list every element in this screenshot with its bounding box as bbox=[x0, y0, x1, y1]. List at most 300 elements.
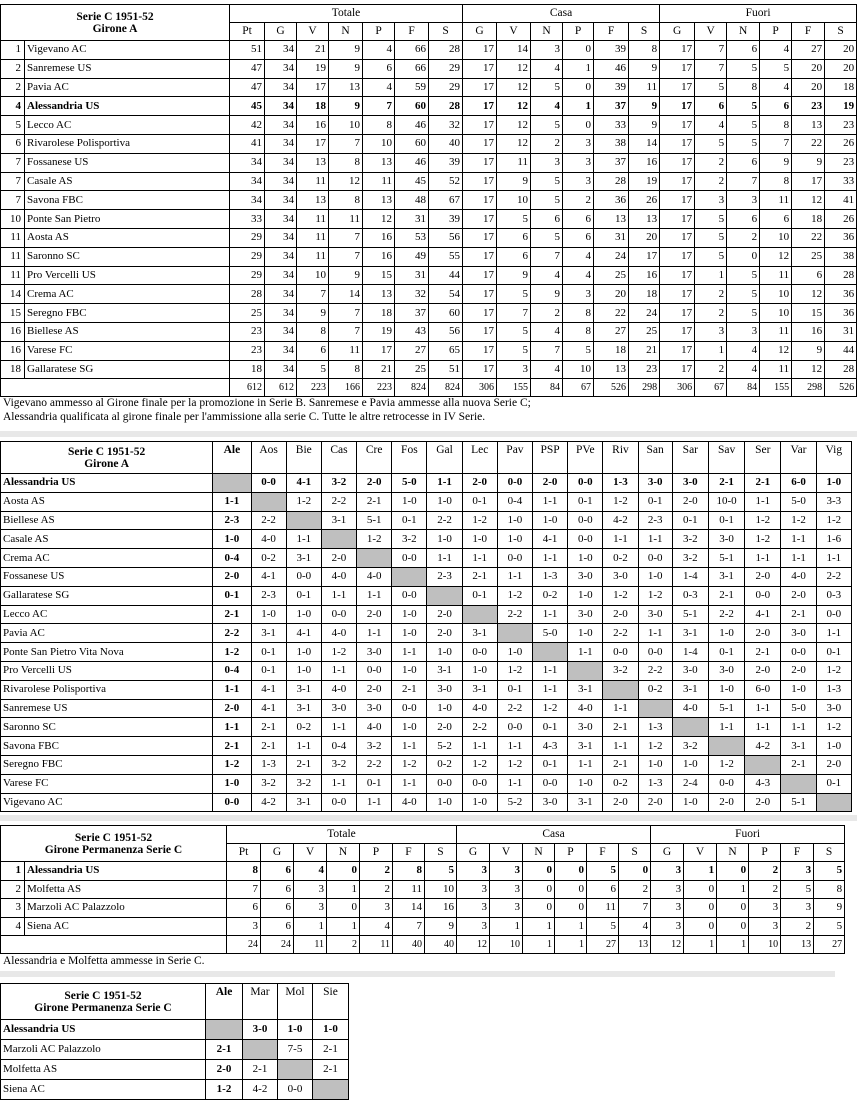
stat-cell: 4 bbox=[727, 341, 760, 360]
stat-cell: 3 bbox=[490, 880, 523, 899]
stat-cell: 3 bbox=[749, 917, 781, 936]
result-cell: 1-0 bbox=[568, 549, 603, 568]
stat-cell: 34 bbox=[265, 228, 297, 247]
table-row bbox=[1, 116, 857, 135]
result-cell: 3-0 bbox=[708, 661, 744, 680]
position-cell: 14 bbox=[1, 285, 25, 304]
stat-cell: 3 bbox=[651, 862, 684, 881]
result-cell bbox=[568, 661, 603, 680]
result-cell: 1-1 bbox=[708, 718, 744, 737]
stat-cell: 4 bbox=[695, 116, 727, 135]
column-header: P bbox=[760, 23, 792, 41]
team-name-cell: Pro Vercelli US bbox=[1, 661, 213, 680]
column-header: S bbox=[825, 23, 857, 41]
result-cell: 1-2 bbox=[357, 530, 392, 549]
column-header: S bbox=[814, 844, 845, 862]
stat-cell: 9 bbox=[792, 153, 825, 172]
stat-cell: 34 bbox=[265, 41, 297, 60]
standings-title bbox=[1, 5, 230, 41]
position-cell: 11 bbox=[1, 228, 25, 247]
stat-cell: 24 bbox=[594, 247, 629, 266]
result-cell: 2-0 bbox=[708, 793, 744, 812]
result-cell bbox=[286, 511, 321, 530]
stat-cell: 6 bbox=[563, 210, 594, 229]
result-cell bbox=[278, 1060, 313, 1080]
result-cell: 1-0 bbox=[816, 474, 851, 493]
total-cell: 12 bbox=[457, 936, 490, 954]
stat-cell: 17 bbox=[660, 266, 695, 285]
stat-cell: 46 bbox=[395, 153, 429, 172]
result-cell: 3-1 bbox=[672, 624, 708, 643]
stat-cell: 54 bbox=[429, 285, 463, 304]
stat-cell: 3 bbox=[563, 285, 594, 304]
result-cell: 4-1 bbox=[251, 680, 286, 699]
total-cell: 84 bbox=[531, 379, 563, 397]
result-cell: 1-1 bbox=[497, 567, 532, 586]
stat-cell: 56 bbox=[429, 228, 463, 247]
stat-cell: 1 bbox=[717, 880, 749, 899]
result-cell: 3-0 bbox=[533, 793, 568, 812]
result-cell: 1-0 bbox=[568, 586, 603, 605]
stat-cell: 34 bbox=[265, 134, 297, 153]
stat-cell: 29 bbox=[429, 59, 463, 78]
stat-cell: 8 bbox=[227, 862, 261, 881]
stat-cell: 0 bbox=[563, 116, 594, 135]
result-cell: 3-2 bbox=[321, 474, 356, 493]
team-name-cell: Gallaratese SG bbox=[25, 360, 230, 379]
table-row bbox=[1, 78, 857, 97]
stat-cell: 17 bbox=[660, 153, 695, 172]
stat-cell: 5 bbox=[814, 917, 845, 936]
result-cell bbox=[321, 530, 356, 549]
stat-cell: 25 bbox=[792, 247, 825, 266]
team-name-cell: Varese FC bbox=[1, 774, 213, 793]
result-cell: 2-0 bbox=[213, 699, 251, 718]
stat-cell: 66 bbox=[395, 59, 429, 78]
stat-cell: 8 bbox=[760, 172, 792, 191]
result-cell: 2-1 bbox=[286, 755, 321, 774]
result-cell: 1-0 bbox=[568, 624, 603, 643]
stat-cell: 2 bbox=[360, 880, 393, 899]
result-cell: 0-1 bbox=[816, 643, 851, 662]
table-row bbox=[1, 643, 852, 662]
stat-cell: 7 bbox=[760, 134, 792, 153]
stat-cell: 24 bbox=[629, 304, 660, 323]
stat-cell: 0 bbox=[619, 862, 651, 881]
result-cell: 1-2 bbox=[462, 755, 497, 774]
column-header: G bbox=[261, 844, 294, 862]
result-cell bbox=[357, 549, 392, 568]
stat-cell: 43 bbox=[395, 322, 429, 341]
result-cell: 0-1 bbox=[568, 492, 603, 511]
column-header: V bbox=[684, 844, 717, 862]
stat-cell: 9 bbox=[629, 59, 660, 78]
result-cell: 2-0 bbox=[462, 474, 497, 493]
stat-cell: 0 bbox=[555, 862, 587, 881]
stat-cell: 0 bbox=[684, 899, 717, 918]
result-cell: 4-0 bbox=[781, 567, 816, 586]
result-cell: 4-0 bbox=[321, 680, 356, 699]
stat-cell: 10 bbox=[760, 228, 792, 247]
result-cell bbox=[497, 624, 532, 643]
result-cell: 1-1 bbox=[745, 549, 781, 568]
result-cell: 0-0 bbox=[816, 605, 851, 624]
stat-cell: 2 bbox=[695, 360, 727, 379]
stat-cell: 13 bbox=[363, 191, 395, 210]
result-cell: 1-0 bbox=[638, 567, 672, 586]
table-row bbox=[1, 172, 857, 191]
standings-subtitle: Girone A bbox=[92, 22, 138, 35]
stat-cell: 28 bbox=[429, 41, 463, 60]
stat-cell: 34 bbox=[265, 191, 297, 210]
result-cell: 1-2 bbox=[745, 530, 781, 549]
result-cell: 0-2 bbox=[286, 718, 321, 737]
stat-cell: 20 bbox=[792, 78, 825, 97]
total-cell: 1 bbox=[717, 936, 749, 954]
position-cell: 11 bbox=[1, 247, 25, 266]
stat-cell: 5 bbox=[695, 210, 727, 229]
result-cell: 2-1 bbox=[745, 643, 781, 662]
result-cell: 1-0 bbox=[213, 774, 251, 793]
opponent-header: Bie bbox=[286, 442, 321, 474]
stat-cell: 11 bbox=[760, 360, 792, 379]
total-cell: 13 bbox=[619, 936, 651, 954]
stat-cell: 13 bbox=[297, 191, 329, 210]
position-cell: 6 bbox=[1, 134, 25, 153]
team-name-cell: Biellese AS bbox=[1, 511, 213, 530]
column-header: S bbox=[425, 844, 457, 862]
team-name-cell: Molfetta AS bbox=[1, 1060, 206, 1080]
stat-cell: 2 bbox=[360, 862, 393, 881]
result-cell: 0-1 bbox=[213, 586, 251, 605]
stat-cell: 10 bbox=[563, 360, 594, 379]
stat-cell: 10 bbox=[329, 116, 363, 135]
team-name-cell: Lecco AC bbox=[25, 116, 230, 135]
result-cell: 5-1 bbox=[781, 793, 816, 812]
table-row bbox=[1, 41, 857, 60]
total-cell: 306 bbox=[660, 379, 695, 397]
result-cell: 0-0 bbox=[213, 793, 251, 812]
stat-cell: 3 bbox=[651, 899, 684, 918]
stat-cell: 3 bbox=[490, 899, 523, 918]
total-cell: 10 bbox=[749, 936, 781, 954]
stat-cell: 3 bbox=[651, 880, 684, 899]
stat-cell: 17 bbox=[463, 134, 497, 153]
result-cell: 0-0 bbox=[533, 774, 568, 793]
result-cell: 1-2 bbox=[816, 511, 851, 530]
opponent-header: San bbox=[638, 442, 672, 474]
result-cell: 0-0 bbox=[392, 699, 427, 718]
stat-cell: 23 bbox=[230, 322, 265, 341]
result-cell: 1-1 bbox=[286, 530, 321, 549]
stat-cell: 17 bbox=[463, 78, 497, 97]
result-cell: 6-0 bbox=[745, 680, 781, 699]
stat-cell: 36 bbox=[594, 191, 629, 210]
result-cell: 2-3 bbox=[638, 511, 672, 530]
stat-cell: 7 bbox=[329, 134, 363, 153]
stat-cell: 8 bbox=[760, 116, 792, 135]
stat-cell: 6 bbox=[727, 41, 760, 60]
team-name-cell: Vigevano AC bbox=[1, 793, 213, 812]
result-cell: 1-2 bbox=[816, 661, 851, 680]
stat-cell: 20 bbox=[825, 41, 857, 60]
stat-cell: 29 bbox=[429, 78, 463, 97]
result-cell: 3-2 bbox=[357, 737, 392, 756]
stat-cell: 8 bbox=[814, 880, 845, 899]
result-cell: 5-2 bbox=[427, 737, 462, 756]
stat-cell: 10 bbox=[297, 266, 329, 285]
stat-cell: 17 bbox=[463, 322, 497, 341]
column-header: N bbox=[523, 844, 555, 862]
result-cell: 1-1 bbox=[392, 774, 427, 793]
stat-cell: 1 bbox=[523, 917, 555, 936]
table-row bbox=[1, 210, 857, 229]
stat-cell: 17 bbox=[463, 41, 497, 60]
result-cell: 0-0 bbox=[321, 605, 356, 624]
result-cell: 0-1 bbox=[462, 586, 497, 605]
result-cell: 4-3 bbox=[533, 737, 568, 756]
result-cell: 1-1 bbox=[638, 530, 672, 549]
totals-label-cell bbox=[1, 379, 230, 397]
result-cell: 2-1 bbox=[206, 1040, 243, 1060]
stat-cell: 11 bbox=[297, 247, 329, 266]
total-cell: 67 bbox=[563, 379, 594, 397]
stat-cell: 3 bbox=[497, 360, 531, 379]
stat-cell: 14 bbox=[329, 285, 363, 304]
total-cell: 40 bbox=[393, 936, 425, 954]
opponent-header: Pav bbox=[497, 442, 532, 474]
position-cell: 5 bbox=[1, 116, 25, 135]
stat-cell: 5 bbox=[760, 59, 792, 78]
result-cell: 0-1 bbox=[672, 511, 708, 530]
table-row bbox=[1, 1080, 349, 1100]
position-cell: 7 bbox=[1, 172, 25, 191]
result-cell: 5-0 bbox=[533, 624, 568, 643]
stat-cell: 7 bbox=[329, 322, 363, 341]
stat-cell: 19 bbox=[629, 172, 660, 191]
result-cell bbox=[392, 567, 427, 586]
stat-cell: 0 bbox=[555, 899, 587, 918]
result-cell: 0-4 bbox=[213, 549, 251, 568]
team-name-cell: Savona FBC bbox=[1, 737, 213, 756]
result-cell: 1-2 bbox=[533, 699, 568, 718]
result-cell: 1-0 bbox=[427, 643, 462, 662]
result-cell: 3-1 bbox=[286, 680, 321, 699]
result-cell: 2-1 bbox=[708, 586, 744, 605]
result-cell: 3-0 bbox=[781, 624, 816, 643]
result-cell: 1-0 bbox=[392, 605, 427, 624]
result-cell: 2-3 bbox=[251, 586, 286, 605]
stat-cell: 34 bbox=[230, 191, 265, 210]
result-cell: 1-3 bbox=[603, 474, 638, 493]
stat-cell: 6 bbox=[727, 153, 760, 172]
total-cell: 1 bbox=[684, 936, 717, 954]
result-cell: 1-1 bbox=[286, 737, 321, 756]
stat-cell: 6 bbox=[531, 210, 563, 229]
team-name-cell: Seregno FBC bbox=[25, 304, 230, 323]
result-cell: 2-2 bbox=[816, 567, 851, 586]
total-cell: 824 bbox=[395, 379, 429, 397]
stat-cell: 0 bbox=[523, 880, 555, 899]
team-name-cell: Alessandria US bbox=[25, 862, 227, 881]
stat-cell: 23 bbox=[629, 360, 660, 379]
result-cell: 4-2 bbox=[745, 737, 781, 756]
stat-cell: 23 bbox=[825, 116, 857, 135]
result-cell: 1-1 bbox=[568, 643, 603, 662]
result-cell: 1-1 bbox=[533, 680, 568, 699]
position-cell: 15 bbox=[1, 304, 25, 323]
stat-cell: 34 bbox=[265, 266, 297, 285]
position-cell: 16 bbox=[1, 322, 25, 341]
stat-cell: 7 bbox=[329, 304, 363, 323]
column-header: V bbox=[294, 844, 327, 862]
stat-cell: 5 bbox=[727, 97, 760, 116]
table-row bbox=[1, 680, 852, 699]
total-cell: 166 bbox=[329, 379, 363, 397]
stat-cell: 15 bbox=[363, 266, 395, 285]
stat-cell: 18 bbox=[363, 304, 395, 323]
position-cell: 7 bbox=[1, 191, 25, 210]
column-header: P bbox=[363, 23, 395, 41]
column-header: F bbox=[587, 844, 619, 862]
column-header: G bbox=[651, 844, 684, 862]
stat-cell: 7 bbox=[695, 59, 727, 78]
stat-cell: 2 bbox=[727, 228, 760, 247]
stat-cell: 5 bbox=[531, 172, 563, 191]
stat-cell: 3 bbox=[360, 899, 393, 918]
table-row bbox=[1, 304, 857, 323]
stat-cell: 22 bbox=[792, 134, 825, 153]
stat-cell: 17 bbox=[463, 247, 497, 266]
result-cell: 1-0 bbox=[568, 774, 603, 793]
result-cell: 1-0 bbox=[497, 530, 532, 549]
total-cell: 2 bbox=[327, 936, 360, 954]
stat-cell: 20 bbox=[825, 59, 857, 78]
result-cell: 1-0 bbox=[286, 605, 321, 624]
stat-cell: 0 bbox=[717, 899, 749, 918]
result-cell bbox=[427, 586, 462, 605]
stat-cell: 34 bbox=[265, 97, 297, 116]
stat-cell: 5 bbox=[531, 191, 563, 210]
result-cell: 2-2 bbox=[213, 624, 251, 643]
total-cell: 612 bbox=[265, 379, 297, 397]
stat-cell: 44 bbox=[825, 341, 857, 360]
group-header-fuori: Fuori bbox=[651, 826, 845, 844]
result-cell: 1-3 bbox=[816, 680, 851, 699]
result-cell: 0-1 bbox=[251, 661, 286, 680]
team-name-cell: Rivarolese Polisportiva bbox=[1, 680, 213, 699]
standings-title-line: Serie C 1951-52 bbox=[76, 10, 154, 23]
result-cell: 2-2 bbox=[497, 605, 532, 624]
total-cell: 1 bbox=[555, 936, 587, 954]
stat-cell: 14 bbox=[629, 134, 660, 153]
stat-cell: 25 bbox=[594, 266, 629, 285]
stat-cell: 36 bbox=[825, 228, 857, 247]
result-cell: 2-0 bbox=[357, 474, 392, 493]
team-name-cell: Siena AC bbox=[1, 1080, 206, 1100]
result-cell: 0-1 bbox=[357, 774, 392, 793]
result-cell: 1-2 bbox=[745, 511, 781, 530]
total-cell: 526 bbox=[825, 379, 857, 397]
stat-cell: 3 bbox=[457, 880, 490, 899]
stat-cell: 11 bbox=[297, 228, 329, 247]
stat-cell: 6 bbox=[760, 97, 792, 116]
result-cell bbox=[243, 1040, 278, 1060]
team-name-cell: Biellese AS bbox=[25, 322, 230, 341]
stat-cell: 52 bbox=[429, 172, 463, 191]
stat-cell: 5 bbox=[497, 322, 531, 341]
result-cell: 1-3 bbox=[638, 718, 672, 737]
result-cell: 1-0 bbox=[708, 624, 744, 643]
result-cell: 3-0 bbox=[568, 567, 603, 586]
stat-cell: 34 bbox=[265, 116, 297, 135]
stat-cell: 4 bbox=[563, 247, 594, 266]
total-cell: 27 bbox=[587, 936, 619, 954]
stat-cell: 25 bbox=[230, 304, 265, 323]
result-cell: 3-0 bbox=[638, 474, 672, 493]
total-cell: 298 bbox=[792, 379, 825, 397]
result-cell: 1-0 bbox=[533, 511, 568, 530]
stat-cell: 16 bbox=[629, 153, 660, 172]
result-cell: 1-0 bbox=[672, 755, 708, 774]
result-cell: 4-1 bbox=[533, 530, 568, 549]
result-cell: 3-1 bbox=[462, 624, 497, 643]
result-cell: 1-1 bbox=[533, 549, 568, 568]
stat-cell: 2 bbox=[695, 304, 727, 323]
result-cell: 4-1 bbox=[251, 567, 286, 586]
table-row bbox=[1, 341, 857, 360]
stat-cell: 28 bbox=[594, 172, 629, 191]
stat-cell: 17 bbox=[363, 341, 395, 360]
result-cell: 0-3 bbox=[816, 586, 851, 605]
stat-cell: 34 bbox=[265, 172, 297, 191]
result-cell bbox=[206, 1020, 243, 1040]
stat-cell: 5 bbox=[727, 266, 760, 285]
result-cell: 3-2 bbox=[672, 549, 708, 568]
result-cell: 2-2 bbox=[427, 511, 462, 530]
stat-cell: 45 bbox=[395, 172, 429, 191]
stat-cell: 0 bbox=[684, 917, 717, 936]
team-name-cell: Alessandria US bbox=[1, 474, 213, 493]
stat-cell: 7 bbox=[297, 285, 329, 304]
table-row bbox=[1, 191, 857, 210]
result-cell: 4-0 bbox=[357, 567, 392, 586]
stat-cell: 5 bbox=[497, 341, 531, 360]
result-cell: 4-1 bbox=[286, 474, 321, 493]
stat-cell: 17 bbox=[660, 191, 695, 210]
result-cell: 4-2 bbox=[603, 511, 638, 530]
result-cell: 2-4 bbox=[672, 774, 708, 793]
table-row bbox=[1, 1040, 349, 1060]
result-cell: 4-0 bbox=[672, 699, 708, 718]
team-name-cell: Savona FBC bbox=[25, 191, 230, 210]
team-name-cell: Casale AS bbox=[25, 172, 230, 191]
stat-cell: 21 bbox=[629, 341, 660, 360]
stat-cell: 3 bbox=[651, 917, 684, 936]
result-cell bbox=[213, 474, 251, 493]
stat-cell: 2 bbox=[695, 285, 727, 304]
section-divider bbox=[0, 431, 857, 437]
stat-cell: 5 bbox=[425, 862, 457, 881]
stat-cell: 11 bbox=[760, 322, 792, 341]
result-cell: 4-0 bbox=[568, 699, 603, 718]
result-cell: 1-0 bbox=[708, 680, 744, 699]
result-cell: 0-2 bbox=[603, 549, 638, 568]
stat-cell: 0 bbox=[717, 862, 749, 881]
result-cell: 1-1 bbox=[745, 718, 781, 737]
stat-cell: 1 bbox=[490, 917, 523, 936]
total-cell: 526 bbox=[594, 379, 629, 397]
